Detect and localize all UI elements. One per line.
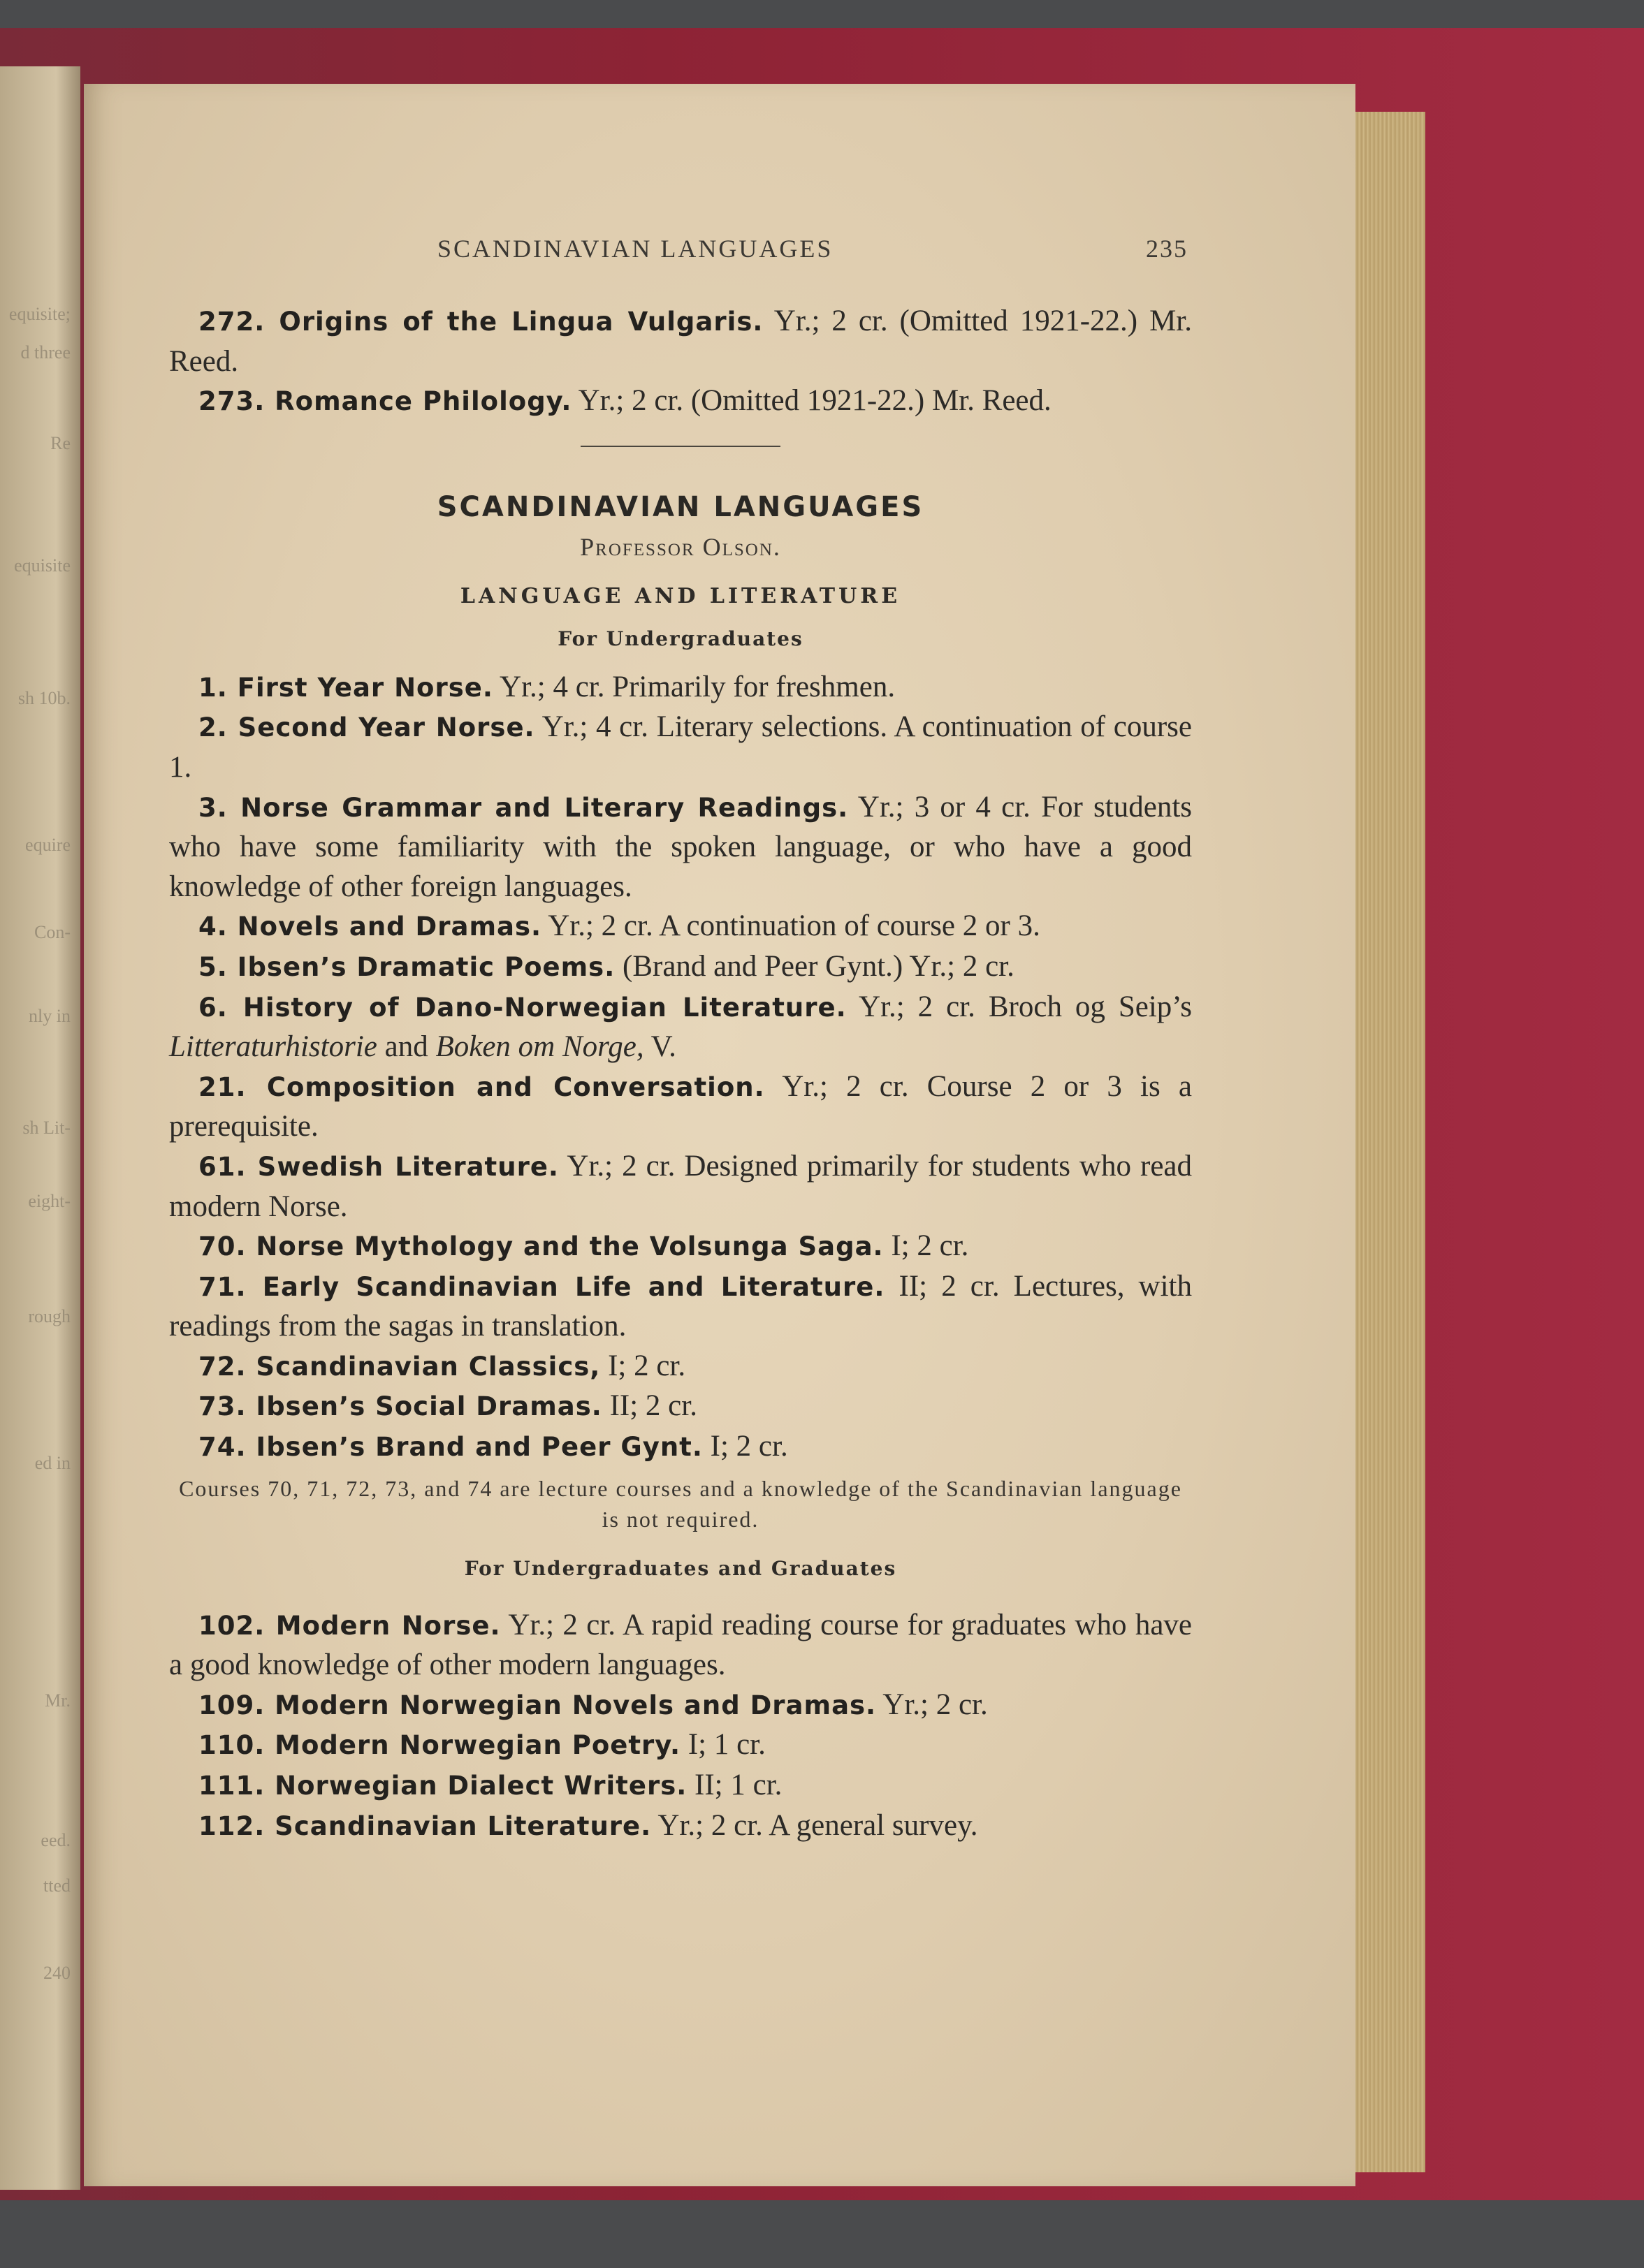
- left-fragment: eight-: [28, 1191, 71, 1211]
- book-title: Litteraturhistorie: [169, 1030, 377, 1064]
- course-title: 71. Early Scandinavian Life and Literature.: [198, 1271, 885, 1302]
- course-entry: [169, 907, 1192, 947]
- course-details: Yr.; 2 cr.: [876, 1688, 988, 1721]
- course-title: 74. Ibsen’s Brand and Peer Gynt.: [198, 1432, 703, 1463]
- left-fragment: Re: [50, 433, 71, 453]
- running-head: [168, 234, 1188, 269]
- course-details: Yr.; 2 cr. A general survey.: [651, 1808, 978, 1842]
- course-entry: [169, 1387, 1192, 1427]
- course-entry: [169, 668, 1192, 708]
- course-details: II; 1 cr.: [687, 1769, 783, 1802]
- course-entry: [169, 1766, 1192, 1806]
- course-details: I; 2 cr.: [883, 1229, 969, 1263]
- group-heading-undergraduates: For Undergraduates: [558, 627, 803, 650]
- course-entry: [169, 708, 1192, 787]
- left-fragment: ed in: [34, 1453, 71, 1473]
- course-entry: [169, 788, 1192, 907]
- course-details: V.: [643, 1030, 676, 1064]
- course-entry: [169, 1725, 1192, 1766]
- course-entry: [169, 1685, 1192, 1726]
- course-details: Yr.; 2 cr. Designed primarily for students who read modern Norse.: [169, 1149, 1192, 1223]
- course-details: Yr.; 2 cr. (Omitted 1921-22.) Mr. Reed.: [572, 384, 1052, 418]
- running-head-title: SCANDINAVIAN LANGUAGES: [437, 235, 834, 263]
- course-entry: [169, 947, 1192, 988]
- left-fragment: sh Lit-: [22, 1118, 71, 1138]
- subheading: LANGUAGE AND LITERATURE: [460, 583, 901, 608]
- group-heading-graduates: For Undergraduates and Graduates: [464, 1556, 897, 1580]
- course-title: 112. Scandinavian Literature.: [198, 1810, 652, 1841]
- course-title: 21. Composition and Conversation.: [198, 1071, 765, 1102]
- course-details: II; 2 cr.: [602, 1389, 697, 1423]
- left-fragment: equire: [25, 835, 71, 855]
- course-details: Yr.; 2 cr. Course 2 or 3 is a prerequisite.: [169, 1069, 1192, 1143]
- course-title: 6. History of Dano-Norwegian Literature.: [198, 992, 847, 1023]
- left-fragment: Mr.: [45, 1690, 71, 1711]
- left-page-strip: [0, 66, 80, 2190]
- course-title: 1. First Year Norse.: [198, 672, 493, 703]
- course-title: 72. Scandinavian Classics,: [198, 1351, 601, 1382]
- course-title: 61. Swedish Literature.: [198, 1151, 559, 1182]
- course-details: (Brand and Peer Gynt.) Yr.; 2 cr.: [615, 949, 1014, 983]
- course-details: Yr.; 4 cr. Primarily for freshmen.: [493, 670, 896, 703]
- course-title: 102. Modern Norse.: [198, 1610, 501, 1641]
- course-entry: [169, 1227, 1192, 1267]
- course-entry: [169, 1606, 1192, 1685]
- lecture-courses-note: Courses 70, 71, 72, 73, and 74 are lecture courses and a knowledge of the Scandinavian language is not required.: [179, 1475, 1182, 1532]
- page-number: 235: [1146, 235, 1188, 263]
- course-title: 4. Novels and Dramas.: [198, 912, 542, 942]
- course-entry: [169, 1147, 1192, 1227]
- course-details: I; 1 cr.: [681, 1728, 766, 1762]
- course-details: and: [377, 1030, 436, 1064]
- left-fragment: nly in: [29, 1006, 71, 1026]
- course-title: 109. Modern Norwegian Novels and Dramas.: [198, 1690, 877, 1720]
- left-fragment: 240: [43, 1963, 71, 1983]
- course-entry: [169, 381, 1192, 422]
- course-entry: [169, 1067, 1192, 1147]
- section-title: SCANDINAVIAN LANGUAGES: [437, 490, 924, 523]
- course-details: Yr.; 2 cr. A continuation of course 2 or 3.: [541, 909, 1040, 943]
- course-title: 5. Ibsen’s Dramatic Poems.: [198, 951, 616, 982]
- course-title: 73. Ibsen’s Social Dramas.: [198, 1391, 602, 1422]
- course-details: Yr.; 2 cr. (Omitted 1921-22.) Mr. Reed.: [169, 305, 1192, 378]
- left-fragment: Con-: [34, 922, 71, 942]
- course-title: 111. Norwegian Dialect Writers.: [198, 1771, 688, 1801]
- page-edges: [1355, 112, 1425, 2172]
- course-details: I; 2 cr.: [600, 1349, 686, 1382]
- course-entry: [169, 1347, 1192, 1387]
- course-entry: [169, 1806, 1192, 1847]
- course-details: II; 2 cr. Lectures, with readings from the sagas in translation.: [169, 1269, 1192, 1343]
- course-entry: [169, 1267, 1192, 1347]
- book-title: Boken om Norge,: [435, 1030, 644, 1064]
- course-details: I; 2 cr.: [702, 1430, 788, 1463]
- course-title: 3. Norse Grammar and Literary Readings.: [198, 792, 849, 823]
- page-text: [169, 302, 1192, 1846]
- course-title: 272. Origins of the Lingua Vulgaris.: [198, 307, 764, 337]
- left-fragment: equisite;: [8, 304, 71, 324]
- course-entry: [169, 302, 1192, 381]
- course-title: 110. Modern Norwegian Poetry.: [198, 1730, 681, 1761]
- course-title: 2. Second Year Norse.: [198, 712, 535, 743]
- left-fragment: rough: [28, 1306, 71, 1326]
- professor-line: Professor Olson.: [580, 532, 781, 561]
- course-details: Yr.; 2 cr. Broch og Seip’s: [846, 990, 1192, 1023]
- course-details: Yr.; 3 or 4 cr. For students who have some familiarity with the spoken language, or who have a good knowledge of other foreign languages.: [169, 790, 1193, 903]
- left-fragment: sh 10b.: [17, 688, 71, 708]
- course-title: 70. Norse Mythology and the Volsunga Saga.: [198, 1231, 884, 1262]
- course-entry: [169, 1427, 1192, 1468]
- left-fragment: equisite: [14, 555, 71, 576]
- section-divider: [581, 446, 780, 447]
- course-title: 273. Romance Philology.: [198, 386, 572, 417]
- course-details: Yr.; 4 cr. Literary selections. A continuation of course 1.: [169, 710, 1193, 784]
- course-details: Yr.; 2 cr. A rapid reading course for graduates who have a good knowledge of other modern languages.: [169, 1608, 1193, 1682]
- left-fragment: d three: [20, 342, 71, 363]
- course-entry: [169, 988, 1192, 1067]
- left-fragment: eed.: [41, 1830, 71, 1850]
- left-fragment: tted: [43, 1875, 71, 1896]
